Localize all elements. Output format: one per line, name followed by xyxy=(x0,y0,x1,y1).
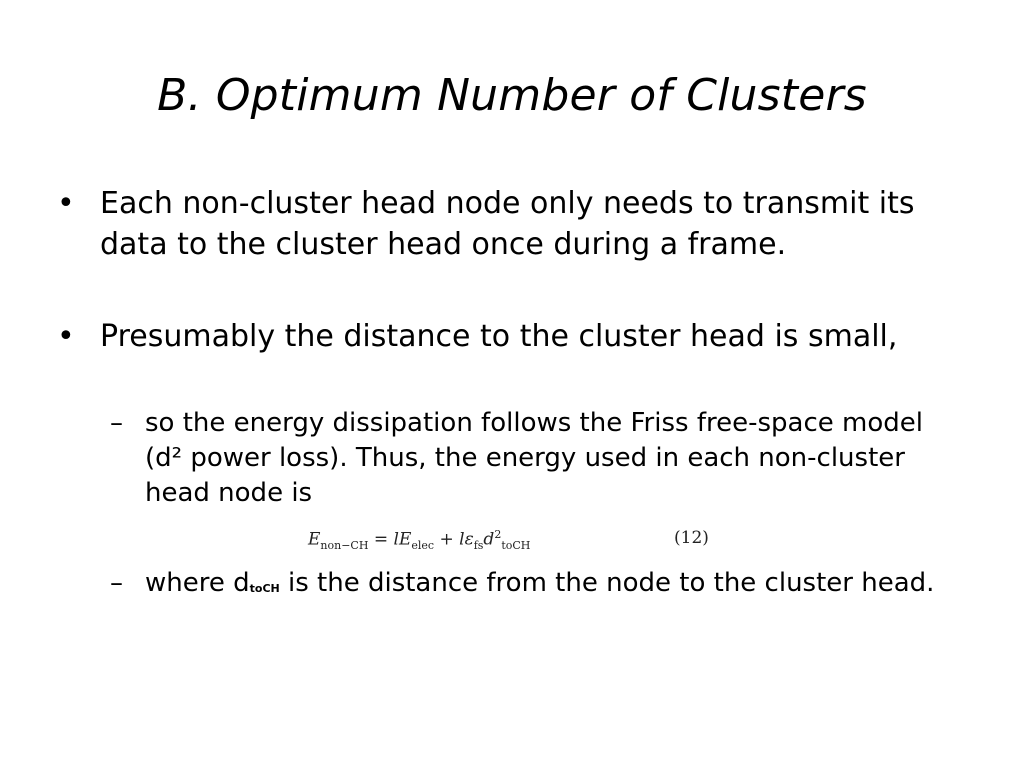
eq-term2-eps: ε xyxy=(464,529,474,550)
dash-marker: – xyxy=(110,568,123,598)
sub-bullet-item xyxy=(110,406,955,511)
bullet-text: Each non-cluster head node only needs to transmit its data to the cluster head once during a frame. xyxy=(100,186,915,262)
dash-marker: – xyxy=(110,408,123,438)
eq-term1-sub: elec xyxy=(411,539,435,553)
subscript-tochs: toCH xyxy=(249,582,280,595)
eq-term1-l: l xyxy=(393,529,399,550)
equation-number: (12) xyxy=(674,528,709,548)
eq-plus: + xyxy=(434,529,460,550)
sub-bullet-text-before: where d xyxy=(145,568,250,598)
eq-lhs: E xyxy=(308,529,321,550)
bullet-item xyxy=(57,183,950,265)
bullet-marker: • xyxy=(57,319,75,354)
sub-bullet-text: so the energy dissipation follows the Friss free-space model (d² power loss). Thus, the energy used in each non-cluster head node is xyxy=(145,408,923,508)
eq-lhs-sub: non−CH xyxy=(320,539,369,553)
sub-bullet-item xyxy=(110,566,955,605)
eq-term2-d-sub: toCH xyxy=(501,539,531,553)
equation-body xyxy=(308,528,530,552)
eq-term2-d-sup: 2 xyxy=(494,528,502,541)
slide-title: B. Optimum Number of Clusters xyxy=(157,70,867,121)
bullet-text: Presumably the distance to the cluster head is small, xyxy=(100,319,898,354)
eq-term2-l: l xyxy=(459,529,465,550)
eq-term2-eps-sub: fs xyxy=(473,539,484,553)
eq-equals: = xyxy=(368,529,394,550)
bullet-item xyxy=(57,316,950,357)
eq-term1-E: E xyxy=(398,529,412,550)
eq-term2-d: d xyxy=(483,529,495,550)
bullet-marker: • xyxy=(57,186,75,221)
sub-bullet-text-after: is the distance from the node to the cluster head. xyxy=(279,568,935,598)
